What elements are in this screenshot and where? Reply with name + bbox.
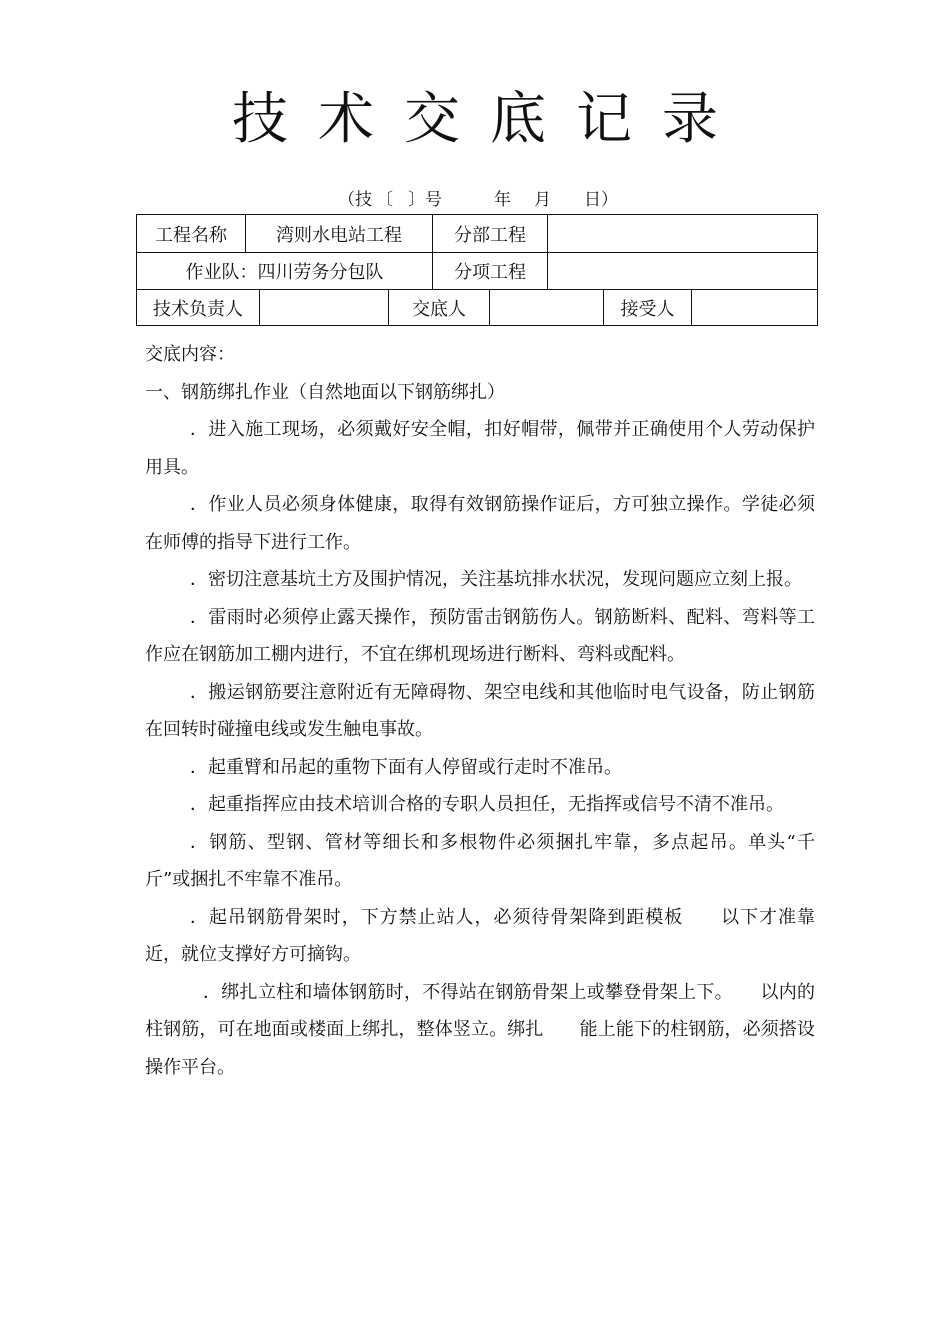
project-name-label: 工程名称: [137, 215, 246, 252]
info-row-2: [137, 253, 817, 290]
content-heading: 交底内容：: [145, 344, 235, 365]
receiver-value: [692, 290, 818, 325]
division-value: [548, 215, 818, 252]
content-item: ．起吊钢筋骨架时，下方禁止站人，必须待骨架降到距模板 以下才准靠近，就位支撑好方可摘钩。: [145, 906, 815, 965]
code-prefix: （技: [338, 190, 372, 210]
subitem-value: [548, 253, 818, 289]
team-cell: 作业队：四川劳务分包队: [137, 253, 433, 289]
tech-lead-label: 技术负责人: [137, 290, 260, 325]
month-label: 月: [534, 190, 551, 210]
bracket-open: 〔: [376, 190, 393, 210]
subitem-label: 分项工程: [433, 253, 548, 289]
presenter-label: 交底人: [389, 290, 490, 325]
content-item: ．起重指挥应由技术培训合格的专职人员担任，无指挥或信号不清不准吊。: [190, 794, 784, 815]
content-item: ．雷雨时必须停止露天操作，预防雷击钢筋伤人。钢筋断料、配料、弯料等工作应在钢筋加工棚内进行，不宜在绑机现场进行断料、弯料或配料。: [145, 606, 815, 665]
content-item: ．作业人员必须身体健康，取得有效钢筋操作证后，方可独立操作。学徒必须在师傅的指导下进行工作。: [145, 494, 815, 553]
info-row-1: [137, 215, 817, 253]
document-title: 技术交底记录: [232, 87, 748, 152]
project-name-value: 湾则水电站工程: [246, 215, 433, 252]
tech-lead-value: [260, 290, 389, 325]
content-item: ．钢筋、型钢、管材等细长和多根物件必须捆扎牢靠，多点起吊。单头“千斤”或捆扎不牢靠不准吊。: [145, 831, 815, 890]
info-row-3: [137, 290, 817, 325]
receiver-label: 接受人: [604, 290, 692, 325]
content-item: ．绑扎立柱和墙体钢筋时，不得站在钢筋骨架上或攀登骨架上下。 以内的柱钢筋，可在地面或楼面上绑扎，整体竖立。绑扎 能上能下的柱钢筋，必须搭设操作平台。: [145, 981, 815, 1078]
briefing-content: [145, 336, 815, 1086]
year-label: 年: [494, 190, 511, 210]
section-title: 一、钢筋绑扎作业（自然地面以下钢筋绑扎）: [145, 381, 505, 403]
presenter-value: [490, 290, 604, 325]
content-item: ．密切注意基坑土方及围护情况，关注基坑排水状况，发现问题应立刻上报。: [190, 569, 802, 590]
content-item: ．进入施工现场，必须戴好安全帽，扣好帽带，佩带并正确使用个人劳动保护用具。: [145, 419, 815, 478]
bracket-close: 〕号: [408, 190, 442, 210]
content-item: ．搬运钢筋要注意附近有无障碍物、架空电线和其他临时电气设备，防止钢筋在回转时碰撞电线或发生触电事故。: [145, 681, 815, 740]
content-item: ．起重臂和吊起的重物下面有人停留或行走时不准吊。: [190, 756, 622, 778]
info-table: [136, 214, 818, 326]
division-label: 分部工程: [433, 215, 548, 252]
day-label: 日）: [584, 190, 618, 210]
